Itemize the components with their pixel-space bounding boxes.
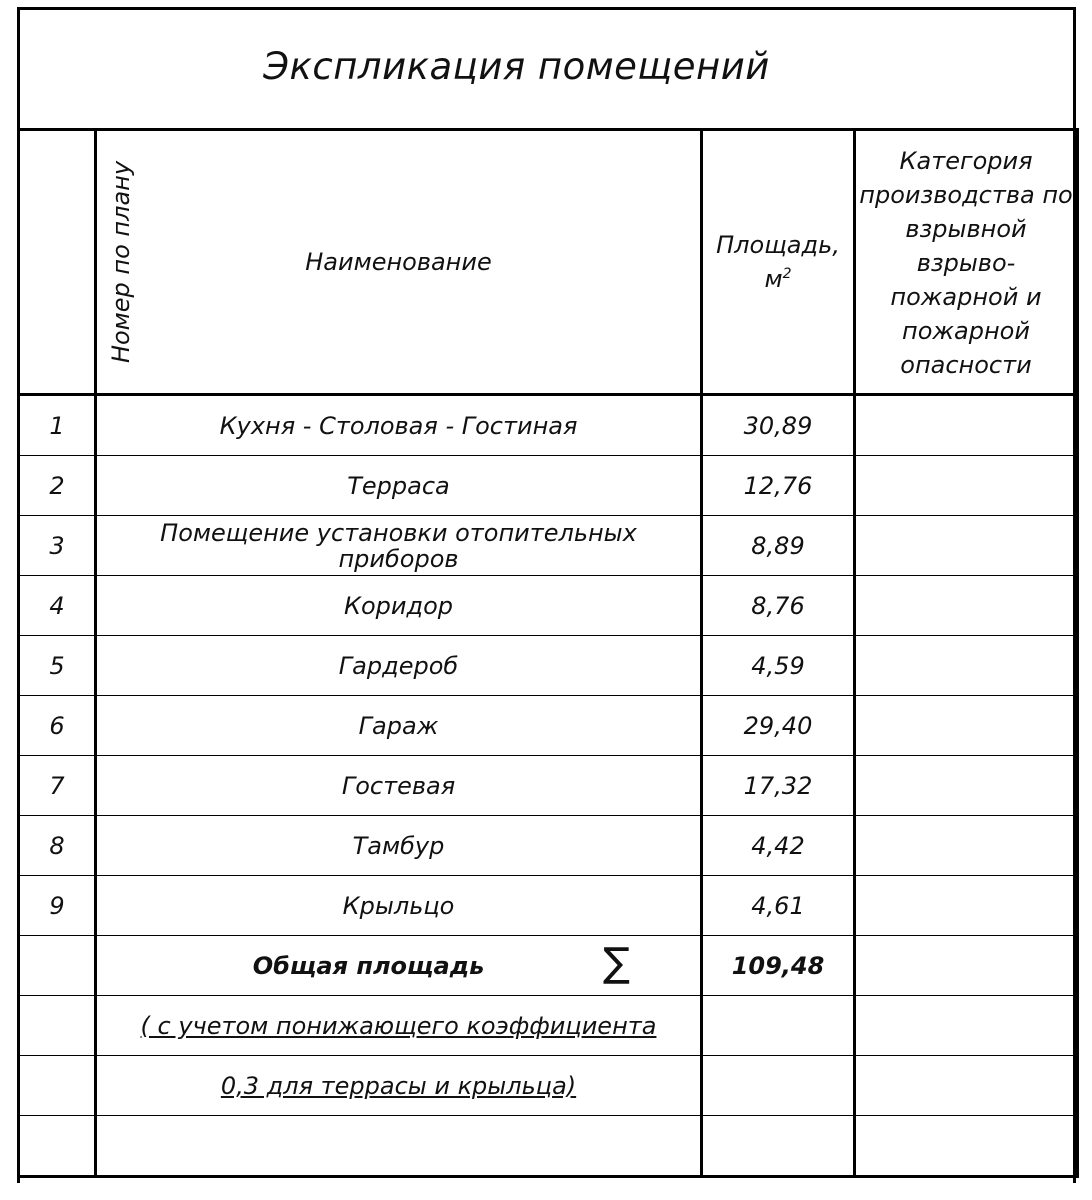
row-area: 4,42 xyxy=(702,816,855,876)
total-category-cell xyxy=(855,936,1078,996)
header-category: Категория производства по взрывной взрыво-пожарной и пожарной опасности xyxy=(859,147,1073,379)
header-number-cell xyxy=(19,130,136,395)
row-area: 29,40 xyxy=(702,696,855,756)
table-row xyxy=(19,816,1078,876)
note-row xyxy=(19,996,1078,1056)
total-number-cell xyxy=(19,936,96,996)
note-cell xyxy=(96,1056,702,1116)
note-number-cell xyxy=(19,1056,96,1116)
row-area: 30,89 xyxy=(702,395,855,456)
note-number-cell xyxy=(19,996,96,1056)
row-number: 3 xyxy=(19,516,96,576)
row-name: Помещение установки отопительных приборов xyxy=(160,518,637,573)
note-line-1: ( с учетом понижающего коэффициента xyxy=(140,1011,657,1040)
row-name: Терраса xyxy=(96,456,702,516)
empty-cell xyxy=(19,1116,96,1177)
header-area-unit-sup: 2 xyxy=(782,266,792,282)
row-area: 8,76 xyxy=(702,576,855,636)
note-line-2: 0,3 для террасы и крыльца) xyxy=(220,1071,577,1100)
row-category xyxy=(855,816,1078,876)
table-row xyxy=(19,696,1078,756)
row-category xyxy=(855,576,1078,636)
note-area-cell xyxy=(702,1056,855,1116)
total-label-cell xyxy=(96,936,702,996)
table-row xyxy=(19,756,1078,816)
row-category xyxy=(855,756,1078,816)
row-area: 4,61 xyxy=(702,876,855,936)
header-area-unit: м xyxy=(764,265,783,293)
table-row xyxy=(19,636,1078,696)
empty-cell xyxy=(855,1116,1078,1177)
row-number: 7 xyxy=(19,756,96,816)
row-name: Кухня - Столовая - Гостиная xyxy=(96,395,702,456)
row-area: 17,32 xyxy=(702,756,855,816)
row-number: 2 xyxy=(19,456,96,516)
row-category xyxy=(855,395,1078,456)
row-area: 8,89 xyxy=(702,516,855,576)
empty-cell xyxy=(96,1116,702,1177)
header-area: Площадь, xyxy=(716,231,840,259)
sum-icon: ∑ xyxy=(603,940,630,986)
explication-table xyxy=(17,128,1079,1178)
header-name: Наименование xyxy=(305,248,492,276)
row-name: Гараж xyxy=(96,696,702,756)
table-row xyxy=(19,876,1078,936)
row-number: 1 xyxy=(19,395,96,456)
total-value: 109,48 xyxy=(731,951,825,980)
header-category-cell xyxy=(855,130,1078,395)
note-cell xyxy=(96,996,702,1056)
table-row xyxy=(19,456,1078,516)
row-name: Гардероб xyxy=(96,636,702,696)
row-number: 6 xyxy=(19,696,96,756)
row-category xyxy=(855,696,1078,756)
note-category-cell xyxy=(855,996,1078,1056)
note-category-cell xyxy=(855,1056,1078,1116)
row-area: 12,76 xyxy=(702,456,855,516)
row-category xyxy=(855,456,1078,516)
header-area-cell xyxy=(702,130,855,395)
total-label: Общая площадь xyxy=(252,951,485,980)
row-area: 4,59 xyxy=(702,636,855,696)
row-category xyxy=(855,636,1078,696)
empty-row xyxy=(19,1116,1078,1177)
row-name: Крыльцо xyxy=(96,876,702,936)
header-name-cell xyxy=(96,130,702,395)
row-name-cell xyxy=(96,516,702,576)
row-number: 8 xyxy=(19,816,96,876)
row-number: 9 xyxy=(19,876,96,936)
total-row xyxy=(19,936,1078,996)
table-row xyxy=(19,576,1078,636)
row-category xyxy=(855,516,1078,576)
row-name: Тамбур xyxy=(96,816,702,876)
row-number: 4 xyxy=(19,576,96,636)
empty-cell xyxy=(702,1116,855,1177)
note-area-cell xyxy=(702,996,855,1056)
header-row xyxy=(19,130,1078,395)
table-row xyxy=(19,516,1078,576)
header-number: Номер по плану xyxy=(107,160,136,364)
title-row xyxy=(17,7,1076,130)
row-name: Коридор xyxy=(96,576,702,636)
page-title: Экспликация помещений xyxy=(263,45,770,88)
total-value-cell xyxy=(702,936,855,996)
row-category xyxy=(855,876,1078,936)
row-number: 5 xyxy=(19,636,96,696)
row-name: Гостевая xyxy=(96,756,702,816)
note-row xyxy=(19,1056,1078,1116)
table-row xyxy=(19,395,1078,456)
